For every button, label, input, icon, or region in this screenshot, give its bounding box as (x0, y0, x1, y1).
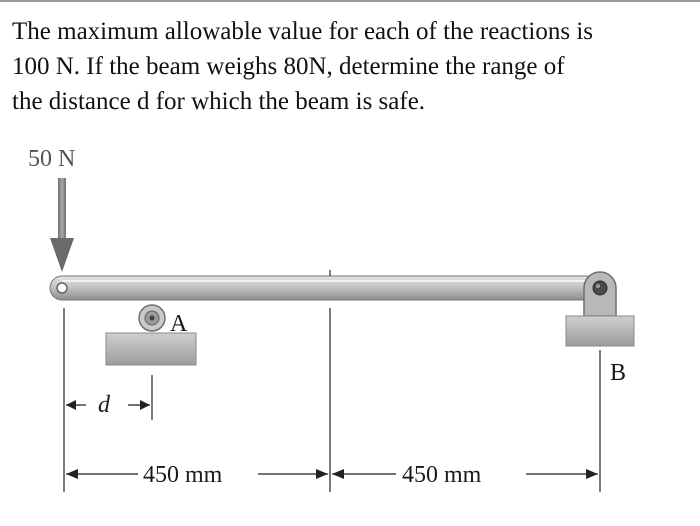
beam (50, 270, 610, 300)
dimension-right-label: 450 mm (402, 462, 482, 488)
support-b-block (566, 316, 634, 346)
support-a-block (106, 333, 196, 365)
problem-line-3: the distance d for which the beam is safe. (12, 88, 426, 115)
support-a-label: A (170, 311, 188, 337)
load-arrow (50, 178, 74, 272)
support-b-label: B (610, 360, 627, 386)
problem-line-1: The maximum allowable value for each of the reactions is (12, 18, 594, 45)
problem-line-2: 100 N. If the beam weighs 80N, determine the range of (12, 53, 565, 80)
beam-end-pin-icon (57, 283, 67, 293)
load-label: 50 N (28, 146, 76, 172)
dimension-left-label: 450 mm (143, 462, 223, 488)
distance-label: d (98, 392, 110, 418)
